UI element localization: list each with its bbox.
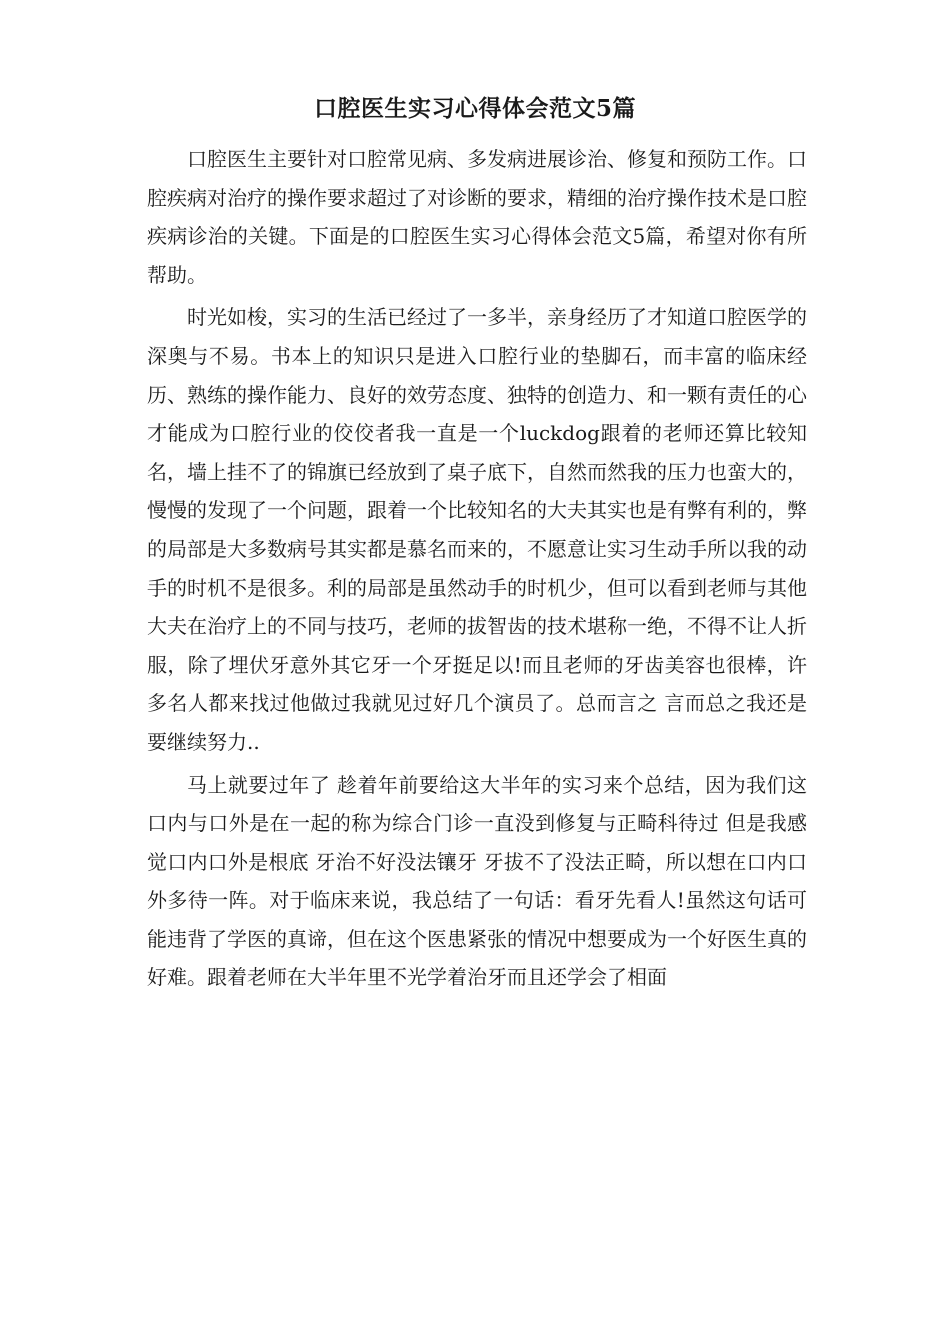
document-title: 口腔医生实习心得体会范文5篇 — [313, 95, 636, 122]
document-body — [147, 140, 807, 1001]
paragraph-essay-2: 马上就要过年了 趁着年前要给这大半年的实习来个总结，因为我们这口内与口外是在一起的称为综合门诊一直没到修复与正畸科待过 但是我感觉口内口外是根底 牙治不好没法镶牙 牙拔不了没法正畸，所以想在口内口外多待一阵。对于临床来说，我总结了一句话：看牙先看人!虽然这句话可能违背了学医的真谛，但在这个医患紧张的情况中想要成为一个好医生真的好难。跟着老师在大半年里不光学着治牙而且还学会了相面 — [147, 772, 807, 990]
paragraph-intro: 口腔医生主要针对口腔常见病、多发病进展诊治、修复和预防工作。口腔疾病对治疗的操作要求超过了对诊断的要求，精细的治疗操作技术是口腔疾病诊治的关键。下面是的口腔医生实习心得体会范文5篇，希望对你有所帮助。 — [147, 147, 807, 287]
paragraph-essay-1: 时光如梭，实习的生活已经过了一多半，亲身经历了才知道口腔医学的深奥与不易。书本上的知识只是进入口腔行业的垫脚石，而丰富的临床经历、熟练的操作能力、良好的效劳态度、独特的创造力、和一颗有责任的心才能成为口腔行业的佼佼者我一直是一个luckdog跟着的老师还算比较知名，墙上挂不了的锦旗已经放到了桌子底下，自然而然我的压力也蛮大的，慢慢的发现了一个问题，跟着一个比较知名的大夫其实也是有弊有利的，弊的局部是大多数病号其实都是慕名而来的，不愿意让实习生动手所以我的动手的时机不是很多。利的局部是虽然动手的时机少，但可以看到老师与其他大夫在治疗上的不同与技巧，老师的拔智齿的技术堪称一绝，不得不让人折服，除了埋伏牙意外其它牙一个牙挺足以!而且老师的牙齿美容也很棒，许多名人都来找过他做过我就见过好几个演员了。总而言之 言而总之我还是要继续努力.. — [147, 305, 807, 754]
